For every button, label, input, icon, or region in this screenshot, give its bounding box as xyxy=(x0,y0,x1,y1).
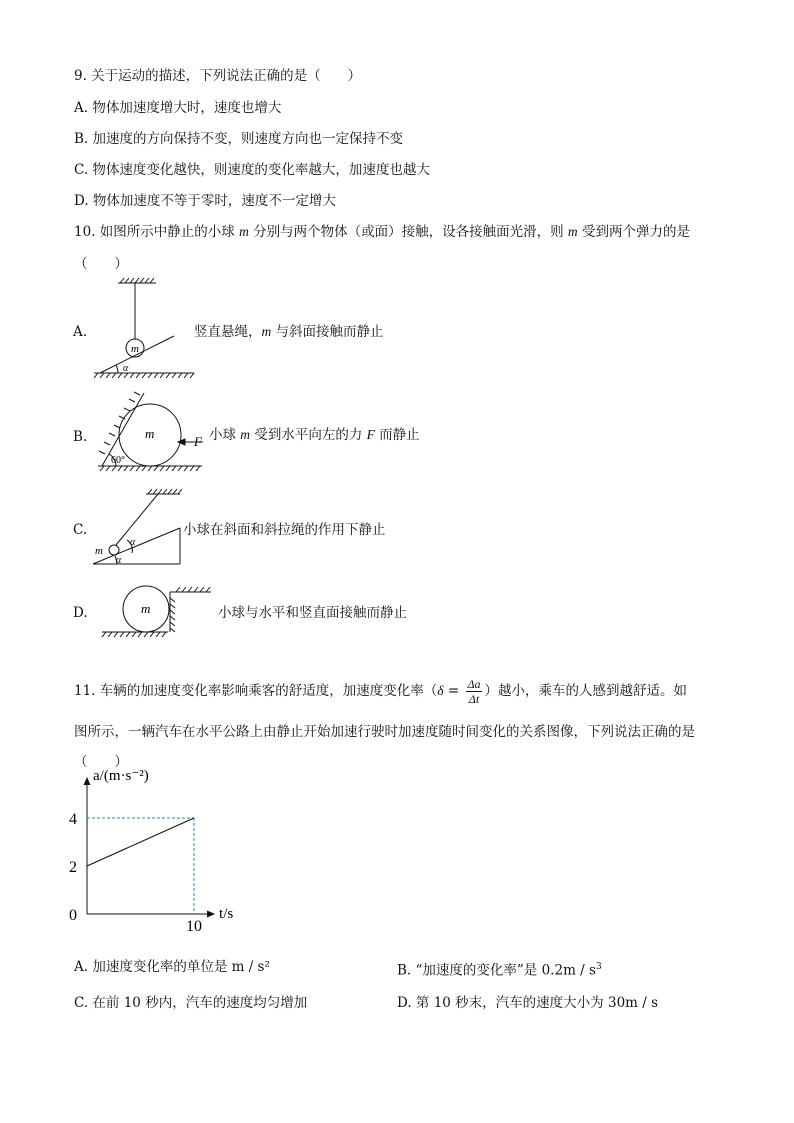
q10-figure-c-alpha1: α xyxy=(130,537,136,548)
q10-stem-m2: m xyxy=(567,224,578,239)
q11-paren: （ ） xyxy=(74,754,128,770)
q10-figure-c-m: m xyxy=(95,545,103,557)
q10-stem-mid: 分别与两个物体（或面）接触，设各接触面光滑，则 xyxy=(248,224,568,240)
q10-option-a-letter: A. xyxy=(73,324,88,340)
q11-option-a: A. 加速度变化率的单位是 m / s² xyxy=(74,959,270,975)
q10-option-b-desc-F: F xyxy=(366,427,375,442)
q10-stem-pre: 10. 如图所示中静止的小球 xyxy=(74,224,240,240)
series-line xyxy=(87,818,194,866)
q10-figure-b-m: m xyxy=(145,426,155,441)
q10-figure-d-m: m xyxy=(141,601,151,616)
q10-option-d-desc: 小球与水平和竖直面接触而静止 xyxy=(218,605,407,621)
q10-stem-post: 受到两个弹力的是 xyxy=(577,224,690,240)
x-axis-arrow xyxy=(207,911,215,918)
q10-option-b-desc-m: m xyxy=(240,427,251,442)
q11-frac-num: Δa xyxy=(467,677,481,691)
q10-figure-d xyxy=(98,582,218,642)
q11-fraction xyxy=(466,677,481,706)
q10-figure-b-angle: 60° xyxy=(111,455,125,466)
q10-option-a-desc-post: 与斜面接触而静止 xyxy=(271,324,384,340)
q10-figure-a-m: m xyxy=(131,343,139,355)
q10-option-a-desc xyxy=(194,323,384,341)
q9-option-b: B. 加速度的方向保持不变，则速度方向也一定保持不变 xyxy=(74,131,404,147)
x-axis-label: t/s xyxy=(219,906,234,922)
y-tick-label-4: 4 xyxy=(69,811,77,828)
q10-figure-a xyxy=(90,280,200,380)
q9-stem: 9. 关于运动的描述，下列说法正确的是（ ） xyxy=(74,68,362,84)
q9-option-d: D. 物体加速度不等于零时，速度不一定增大 xyxy=(74,193,336,209)
q10-figure-a-alpha: α xyxy=(123,363,129,374)
q10-option-c-letter: C. xyxy=(73,522,88,538)
y-tick-label-0: 0 xyxy=(69,907,77,924)
q11-line1-pre: 11. 车辆的加速度变化率影响乘客的舒适度，加速度变化率（ xyxy=(74,683,438,699)
q10-figure-c-alpha2: α xyxy=(116,555,122,566)
q10-option-b-desc xyxy=(209,426,420,444)
q10-figure-b xyxy=(94,390,214,480)
q10-option-b-desc-mid: 受到水平向左的力 xyxy=(250,427,367,443)
q11-option-d: D. 第 10 秒末，汽车的速度大小为 30m / s xyxy=(397,995,659,1011)
q11-line1 xyxy=(74,677,687,706)
q11-eq: = xyxy=(443,683,464,699)
q11-option-b-text: B. “加速度的变化率”是 0.2m / s xyxy=(397,962,596,979)
y-tick-label-2: 2 xyxy=(69,859,77,876)
y-axis-label: a/(m·s⁻²) xyxy=(93,768,149,784)
q10-option-a-desc-m: m xyxy=(261,324,272,339)
q11-line2: 图所示，一辆汽车在水平公路上由静止开始加速行驶时加速度随时间变化的关系图像，下列说法正确的是 xyxy=(74,724,695,740)
q11-option-c: C. 在前 10 秒内，汽车的速度均匀增加 xyxy=(74,995,308,1011)
q11-line1-post: ）越小，乘车的人感到越舒适。如 xyxy=(484,683,687,699)
q10-stem-m1: m xyxy=(239,224,249,239)
q11-delta: δ xyxy=(437,683,444,698)
q10-option-b-desc-post: 而静止 xyxy=(374,427,420,443)
q10-option-c-desc: 小球在斜面和斜拉绳的作用下静止 xyxy=(183,522,386,538)
q10-option-b-letter: B. xyxy=(73,429,88,445)
q11-frac-den: Δt xyxy=(468,692,480,706)
q10-option-a-desc-pre: 竖直悬绳， xyxy=(194,324,262,340)
q9-option-a: A. 物体加速度增大时，速度也增大 xyxy=(74,100,282,116)
q10-figure-b-F: F xyxy=(194,434,202,449)
q11-option-b-sup: 3 xyxy=(595,962,602,972)
q11-acceleration-chart xyxy=(60,768,280,943)
q11-option-b xyxy=(397,958,602,980)
q9-option-c: C. 物体速度变化越快，则速度的变化率越大，加速度也越大 xyxy=(74,162,430,178)
x-tick-label-10: 10 xyxy=(186,918,202,935)
y-axis-arrow xyxy=(84,777,91,785)
q10-option-b-desc-pre: 小球 xyxy=(209,427,241,443)
q10-paren: （ ） xyxy=(74,256,128,272)
q10-stem xyxy=(74,223,690,241)
q10-option-d-letter: D. xyxy=(73,605,88,621)
